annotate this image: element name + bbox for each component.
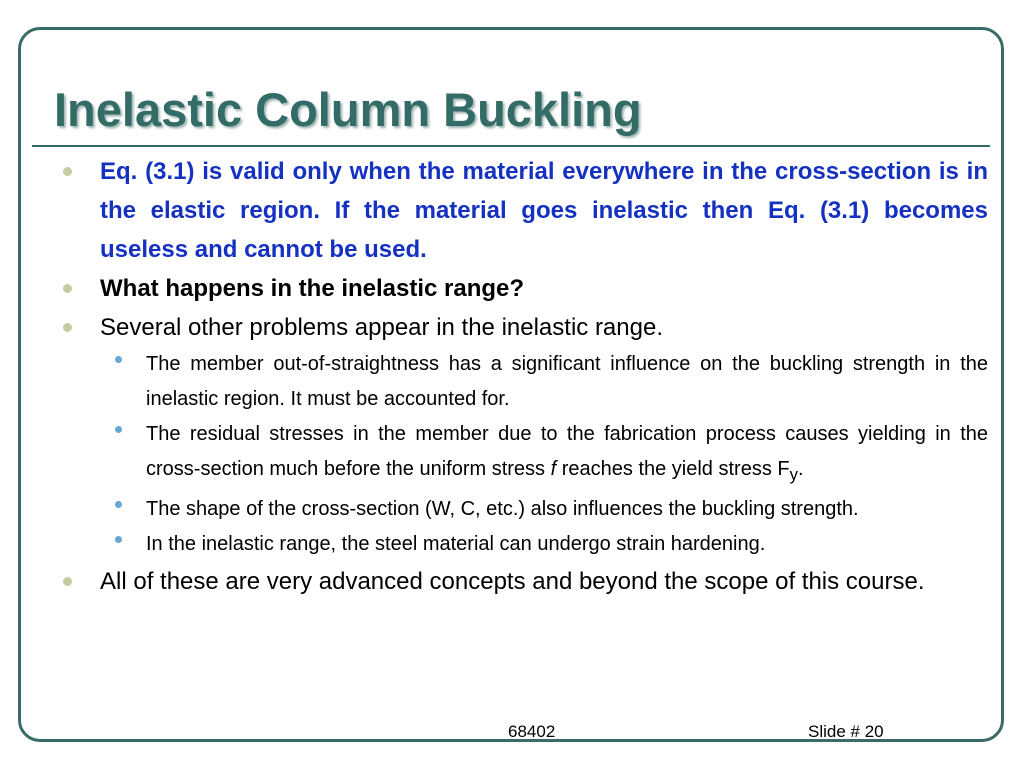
title-divider [32,145,990,147]
slide-content [62,152,988,601]
sub-bullet-text-part1: The residual stresses in the member due to the fabrication process causes yielding in the cross-section much before the uniform stress [146,423,988,480]
bullet-item-2 [62,269,988,308]
bullet-text: What happens in the inelastic range? [100,275,525,302]
bullet-item-4 [62,562,988,601]
uniform-stress-symbol: f [550,458,557,480]
sub-bullet-text [146,417,988,492]
bullet-text: Eq. (3.1) is valid only when the material everywhere in the cross-section is in the elastic region. If the material goes inelastic then Eq. (3.1) becomes useless and cannot be used. [100,158,988,263]
sub-bullet-item-3 [62,492,988,527]
bullet-text: Several other problems appear in the inelastic range. [100,314,663,341]
sub-bullet-dot-icon [115,501,122,508]
bullet-dot-icon [63,284,72,293]
sub-bullet-text: The member out-of-straightness has a significant influence on the buckling strength in the inelastic region. It must be accounted for. [146,353,988,410]
sub-bullet-item-2 [62,417,988,492]
sub-bullet-dot-icon [115,356,122,363]
footer-course-code: 68402 [508,722,556,741]
sub-bullet-item-4 [62,527,988,562]
sub-bullet-item-1 [62,347,988,417]
slide-title: Inelastic Column Buckling [54,83,642,136]
sub-bullet-text-part2: reaches the yield stress F [556,458,790,480]
bullet-dot-icon [63,577,72,586]
sub-bullet-dot-icon [115,426,122,433]
sub-bullet-dot-icon [115,536,122,543]
bullet-item-1 [62,152,988,269]
bullet-text: All of these are very advanced concepts and beyond the scope of this course. [100,568,925,595]
sub-bullet-text-part3: . [797,458,804,480]
footer-slide-number: Slide # 20 [808,722,884,741]
bullet-item-3 [62,308,988,347]
sub-bullet-text: The shape of the cross-section (W, C, etc.) also influences the buckling strength. [146,498,859,520]
bullet-dot-icon [63,323,72,332]
bullet-dot-icon [63,167,72,176]
yield-stress-subscript: y [789,465,798,484]
sub-bullet-text: In the inelastic range, the steel material can undergo strain hardening. [146,533,766,555]
